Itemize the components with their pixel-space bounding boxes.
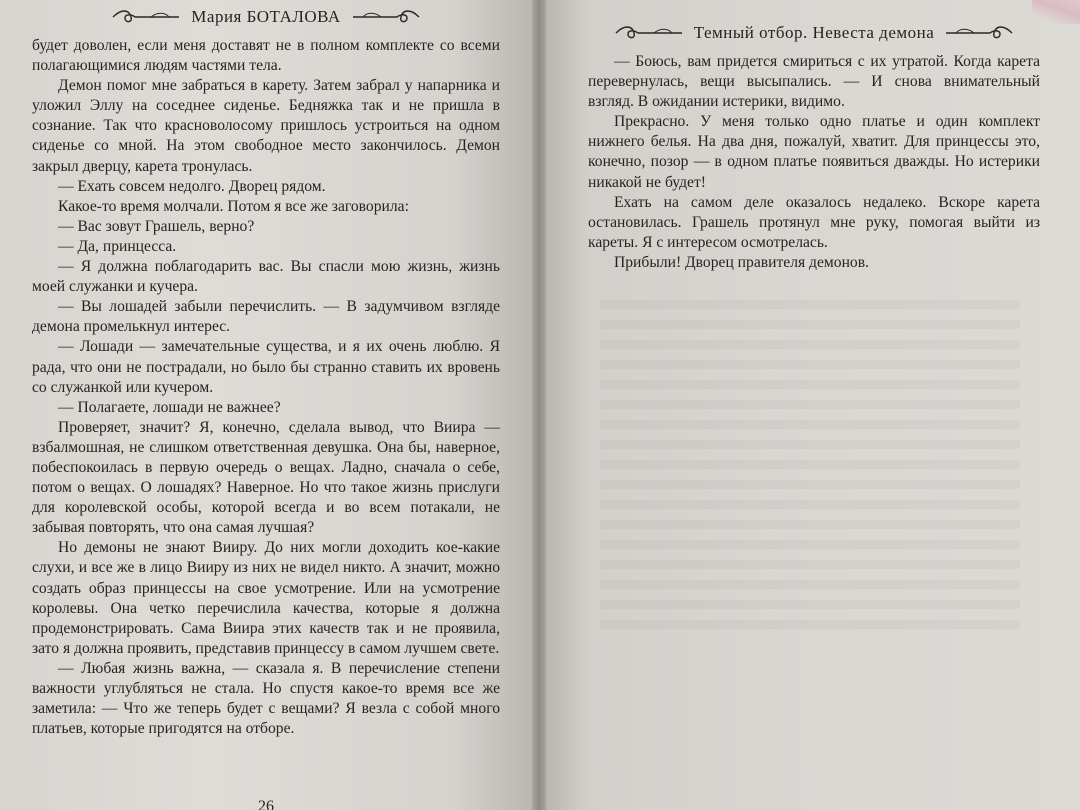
flourish-ornament-icon (351, 8, 421, 26)
left-running-head-text: Мария БОТАЛОВА (191, 7, 341, 26)
paragraph: — Вы лошадей забыли перечислить. — В задумчивом взгляде демона промелькнул интерес. (32, 298, 500, 336)
paragraph: Демон помог мне забраться в карету. Затем забрал у напарника и уложил Эллу на соседнее сиденье. Бедняжка так и не пришла в сознание. Так что красноволосому пришлось устроиться на одном сиденье со мной. На этом свободное место закончилось. Демон закрыл дверцу, карета тронулась. (32, 77, 500, 175)
flourish-ornament-icon (614, 24, 684, 42)
paragraph: будет доволен, если меня доставят не в полном комплекте со всеми полагающимися людям частями тела. (32, 37, 500, 75)
paragraph: Но демоны не знают Вииру. До них могли доходить кое-какие слухи, и все же в лицо Вииру из них не видел никто. А значит, можно создать образ принцессы на свое усмотрение. Или на усмотрение королевы. Она четко перечислила качества, которые я должна продемонстрировать. Сама Виира этих качеств так и не проявила, зато я должна проявить, представив принцессу в самом лучшем свете. (32, 539, 500, 657)
background-corner (1032, 0, 1080, 24)
paragraph: — Любая жизнь важна, — сказала я. В перечисление степени важности углубляться не стала. Но спустя какое-то время все же заметила: — Что же теперь будет с вещами? Я везла с собой много платьев, которые пригодятся на отборе. (32, 659, 500, 738)
paragraph: — Я должна поблагодарить вас. Вы спасли мою жизнь, жизнь моей служанки и кучера. (32, 258, 500, 296)
paragraph: — Лошади — замечательные существа, и я их очень люблю. Я рада, что они не пострадали, но было бы странно ставить их вровень со служанкой или кучером. (32, 338, 500, 396)
flourish-ornament-icon (944, 24, 1014, 42)
paragraph: Прекрасно. У меня только одно платье и один комплект нижнего белья. На два дня, пожалуй, хватит. Для принцессы это, конечно, позор — в одном платье появиться дважды. Но истерики никакой не будет! (588, 113, 1040, 191)
paragraph: — Да, принцесса. (58, 237, 177, 255)
paragraph: Ехать на самом деле оказалось недалеко. Вскоре карета остановилась. Грашель протянул мне руку, помогая выйти из кареты. Я с интересом осмотрелась. (588, 193, 1040, 251)
left-running-head (32, 6, 500, 28)
paragraph: Какое-то время молчали. Потом я все же заговорила: (58, 197, 409, 215)
left-page (0, 0, 532, 810)
right-page (546, 0, 1080, 810)
paragraph: Проверяет, значит? Я, конечно, сделала вывод, что Виира — взбалмошная, не слишком ответственная девушка. Она бы, наверное, побеспокоилась в первую очередь о вещах. Ладно, сначала о себе, потом о вещах. О лошадях? Наверное. Но что такое жизнь прислуги для королевской особы, которой всегда и во всем потакали, не забывая повторять, что она самая лучшая? (32, 418, 500, 537)
paragraph: — Полагаете, лошади не важнее? (58, 398, 281, 416)
right-body-text (588, 52, 1040, 273)
page-number: 26 (258, 798, 274, 810)
paragraph: — Ехать совсем недолго. Дворец рядом. (58, 177, 326, 195)
book-gutter (532, 0, 546, 810)
paragraph: — Боюсь, вам придется смириться с их утратой. Когда карета перевернулась, вещи высыпались. — И снова внимательный взгляд. В ожидании истерики, видимо. (588, 53, 1040, 111)
right-running-head (588, 22, 1040, 44)
paragraph: Прибыли! Дворец правителя демонов. (614, 253, 869, 271)
flourish-ornament-icon (111, 8, 181, 26)
right-running-head-text: Темный отбор. Невеста демона (693, 23, 935, 42)
left-body-text (32, 36, 500, 739)
paragraph: — Вас зовут Грашель, верно? (58, 217, 255, 235)
